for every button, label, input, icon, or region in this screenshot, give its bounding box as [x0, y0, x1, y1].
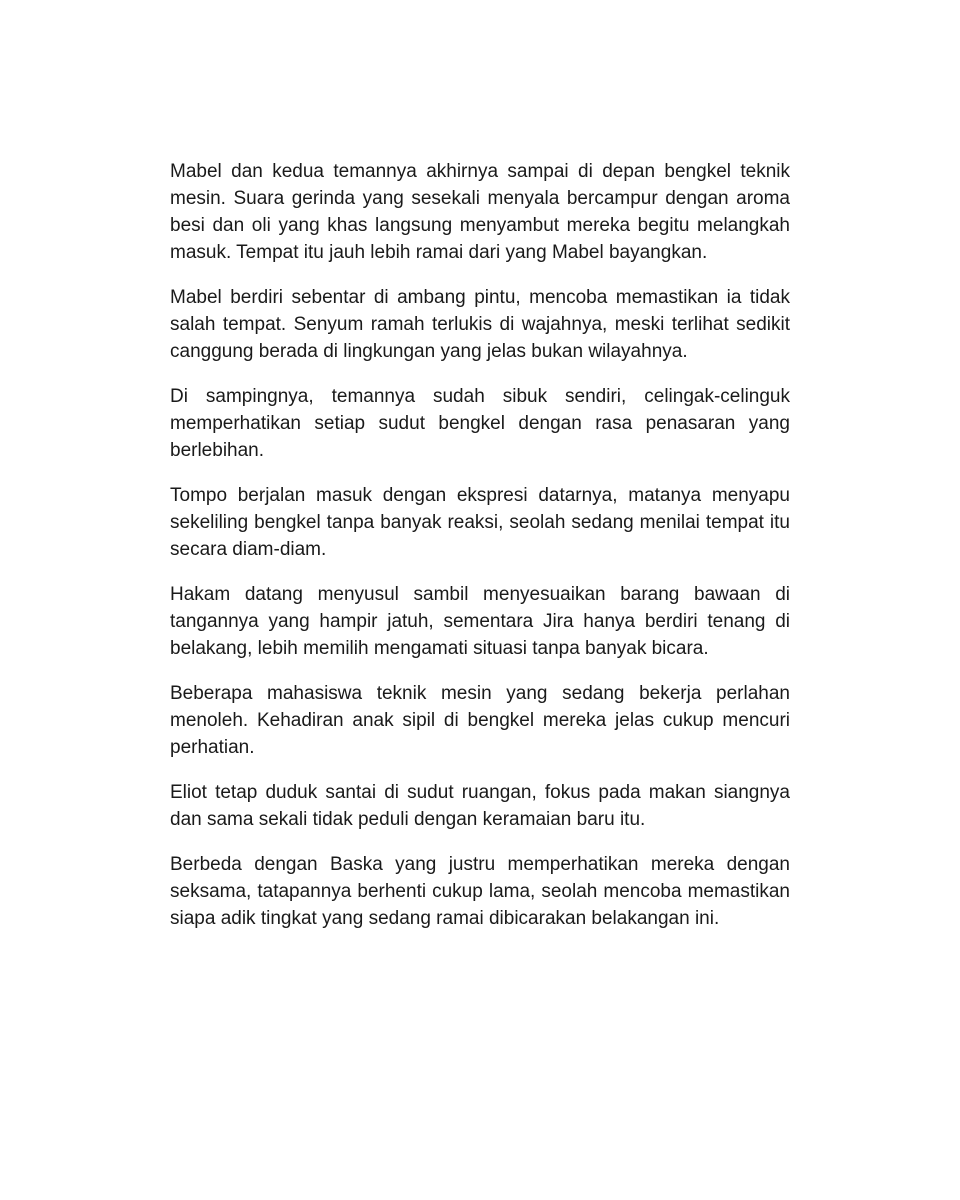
- paragraph: Berbeda dengan Baska yang justru memperhatikan mereka dengan seksama, tatapannya berhenti cukup lama, seolah mencoba memastikan siapa adik tingkat yang sedang ramai dibicarakan belakangan ini.: [170, 854, 790, 929]
- paragraph: Beberapa mahasiswa teknik mesin yang sedang bekerja perlahan menoleh. Kehadiran anak sipil di bengkel mereka jelas cukup mencuri perhatian.: [170, 683, 790, 758]
- paragraph: Tompo berjalan masuk dengan ekspresi datarnya, matanya menyapu sekeliling bengkel tanpa banyak reaksi, seolah sedang menilai tempat itu secara diam-diam.: [170, 485, 790, 560]
- paragraph: Mabel dan kedua temannya akhirnya sampai di depan bengkel teknik mesin. Suara gerinda yang sesekali menyala bercampur dengan aroma besi dan oli yang khas langsung menyambut mereka begitu melangkah masuk. Tempat itu jauh lebih ramai dari yang Mabel bayangkan.: [170, 161, 790, 263]
- story-text: [170, 158, 790, 950]
- paragraph: Mabel berdiri sebentar di ambang pintu, mencoba memastikan ia tidak salah tempat. Senyum ramah terlukis di wajahnya, meski terlihat sedikit canggung berada di lingkungan yang jelas bukan wilayahnya.: [170, 287, 790, 362]
- paragraph: Eliot tetap duduk santai di sudut ruangan, fokus pada makan siangnya dan sama sekali tidak peduli dengan keramaian baru itu.: [170, 782, 790, 830]
- paragraph: Di sampingnya, temannya sudah sibuk sendiri, celingak-celinguk memperhatikan setiap sudut bengkel dengan rasa penasaran yang berlebihan.: [170, 386, 790, 461]
- paragraph: Hakam datang menyusul sambil menyesuaikan barang bawaan di tangannya yang hampir jatuh, sementara Jira hanya berdiri tenang di belakang, lebih memilih mengamati situasi tanpa banyak bicara.: [170, 584, 790, 659]
